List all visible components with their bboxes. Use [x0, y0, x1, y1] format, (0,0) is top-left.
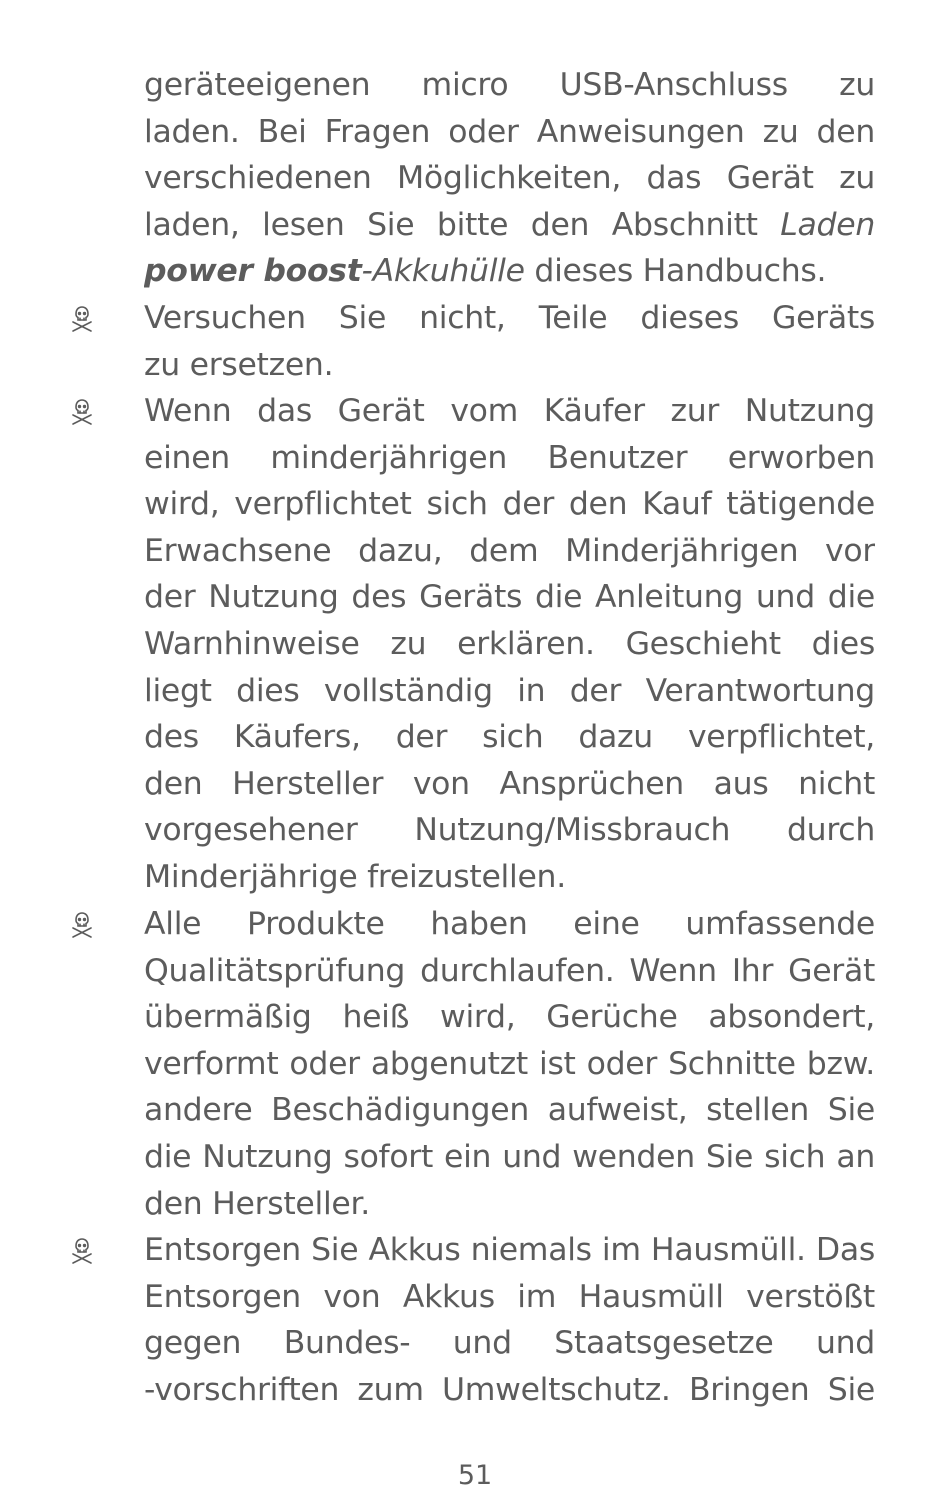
text-line-with-reference [144, 248, 875, 295]
skull-crossbones-icon [70, 911, 94, 939]
text-line: -vorschriften zum Umweltschutz. Bringen Sie [144, 1371, 875, 1408]
text-line: andere Beschädigungen aufweist, stellen Sie [144, 1092, 875, 1129]
text-line: übermäßig heiß wird, Gerüche absondert, [144, 999, 875, 1036]
text-line: Alle Produkte haben eine umfassende [144, 906, 875, 942]
text-line: Erwachsene dazu, dem Minderjährigen vor [144, 532, 875, 569]
bullet-paragraph [144, 1227, 875, 1413]
section-reference-italic: Laden [780, 206, 875, 243]
bullet-paragraph [144, 295, 875, 388]
text-line: einen minderjährigen Benutzer erworben [144, 439, 875, 476]
skull-crossbones-icon [70, 1237, 94, 1265]
product-name-italic-suffix: -Akkuhülle [361, 253, 525, 290]
text-line: geräteeigenen micro USB-Anschluss zu [144, 67, 875, 103]
bullet-paragraph [144, 388, 875, 901]
text-line: wird, verpflichtet sich der den Kauf tätigende [144, 486, 875, 523]
text-line: verformt oder abgenutzt ist oder Schnitte bzw. [144, 1045, 875, 1082]
text-line: den Hersteller von Ansprüchen aus nicht [144, 765, 875, 802]
text-line: Versuchen Sie nicht, Teile dieses Geräts [144, 300, 875, 336]
text-line: Minderjährige freizustellen. [144, 858, 566, 895]
text-line: verschiedenen Möglichkeiten, das Gerät zu [144, 160, 875, 197]
product-name-bold-italic: power boost [144, 253, 362, 290]
text-line: Qualitätsprüfung durchlaufen. Wenn Ihr Gerät [144, 952, 875, 989]
text-line: Entsorgen von Akkus im Hausmüll verstößt [144, 1278, 875, 1315]
intro-paragraph [144, 62, 875, 295]
skull-crossbones-icon [70, 305, 94, 333]
text-line: vorgesehener Nutzung/Missbrauch durch [144, 812, 875, 849]
text-line: liegt dies vollständig in der Verantwortung [144, 672, 875, 709]
text-line-with-italic [144, 202, 875, 249]
text-line: den Hersteller. [144, 1185, 370, 1222]
text-line: zu ersetzen. [144, 346, 334, 383]
text-line: Wenn das Gerät vom Käufer zur Nutzung [144, 393, 875, 429]
text-line: Entsorgen Sie Akkus niemals im Hausmüll. Das [144, 1232, 875, 1268]
text-line: Warnhinweise zu erklären. Geschieht dies [144, 625, 875, 662]
text-line: der Nutzung des Geräts die Anleitung und die [144, 579, 875, 616]
bullet-paragraph [144, 901, 875, 1227]
skull-crossbones-icon [70, 398, 94, 426]
text-line: gegen Bundes- und Staatsgesetze und [144, 1325, 875, 1362]
text-line: die Nutzung sofort ein und wenden Sie sich an [144, 1138, 875, 1175]
text-fragment: laden, lesen Sie bitte den Abschnitt [144, 206, 781, 243]
page-number: 51 [457, 1460, 493, 1491]
text-fragment: dieses Handbuchs. [524, 253, 827, 290]
text-line: des Käufers, der sich dazu verpflichtet, [144, 719, 875, 756]
text-line: laden. Bei Fragen oder Anweisungen zu den [144, 113, 875, 150]
